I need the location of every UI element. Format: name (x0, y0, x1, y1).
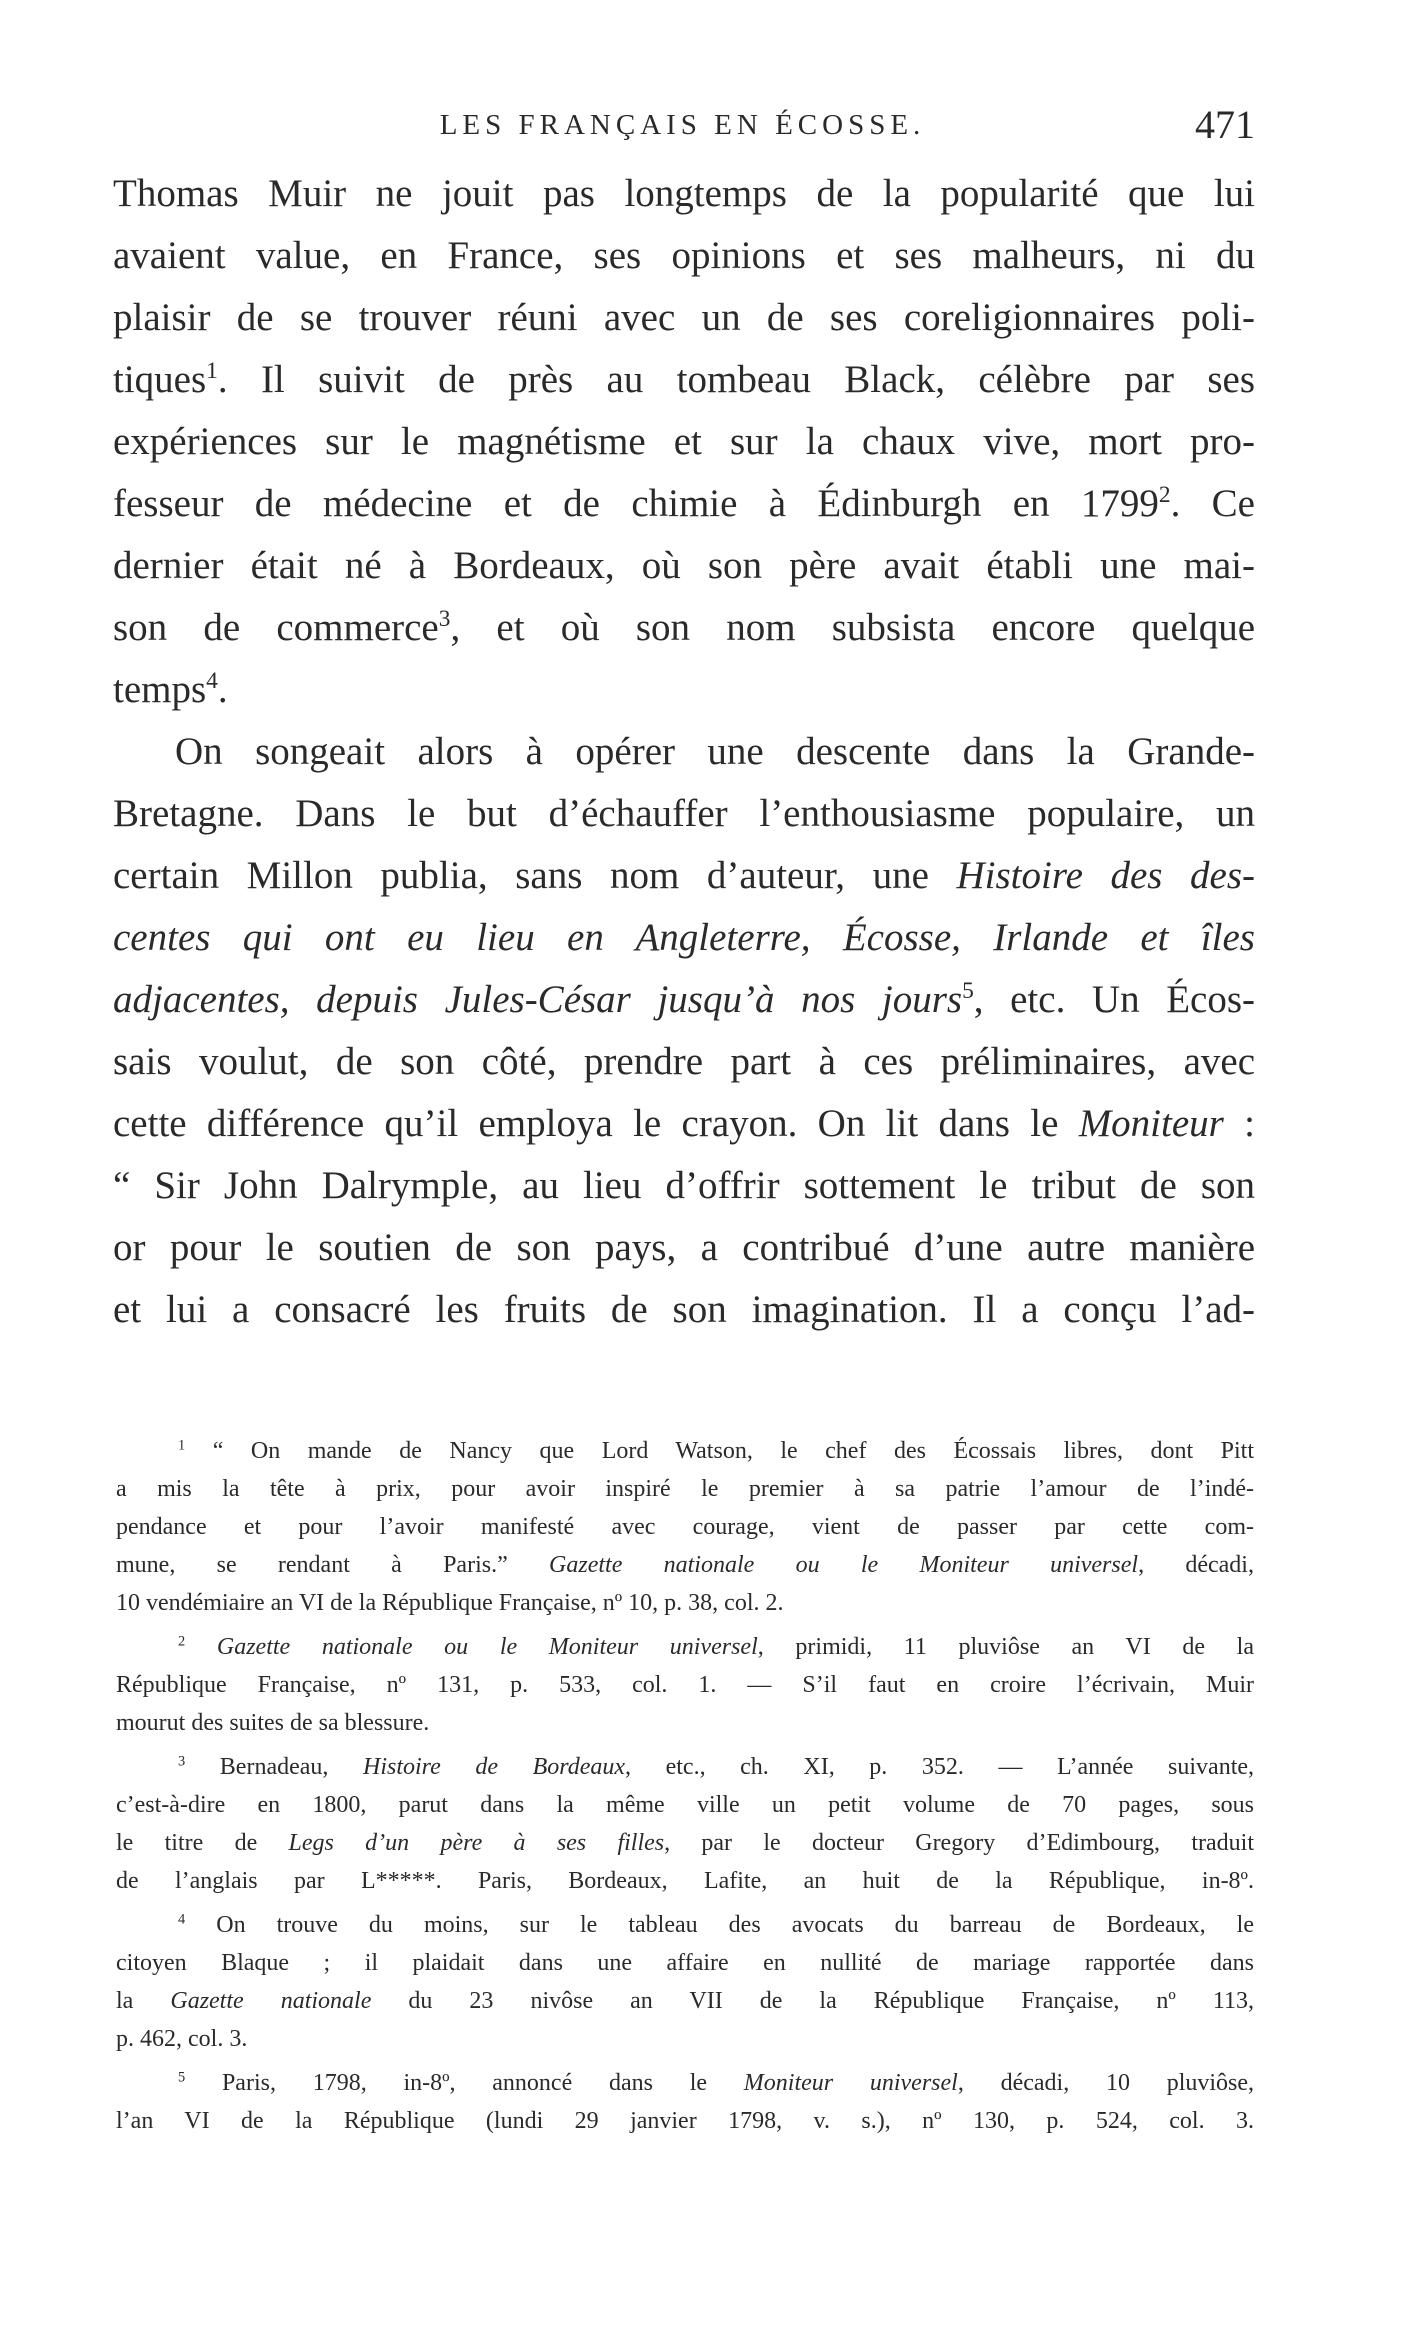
running-title: LES FRANÇAIS EN ÉCOSSE. (439, 109, 926, 141)
text-segment: temps (113, 668, 207, 711)
footnote-marker-4: 4 (178, 1911, 186, 1928)
book-title: adjacentes, depuis Jules-César jusqu’à nos jours (113, 978, 963, 1021)
footnote-3-line (116, 1748, 1254, 1786)
footnote-ref-1: 1 (206, 357, 218, 384)
text-segment: Paris, 1798, in-8º, annoncé dans le (221, 2070, 744, 2096)
text-line (113, 597, 1255, 659)
periodical-title: Gazette nationale ou le Moniteur universel (216, 1634, 758, 1660)
text-segment: mune, se rendant à Paris.” (116, 1552, 550, 1578)
footnote-ref-2: 2 (1158, 481, 1171, 508)
book-title: Histoire de Bordeaux (363, 1754, 626, 1780)
text-line: Thomas Muir ne jouit pas longtemps de la popularité que lui (113, 172, 1255, 215)
text-line (113, 473, 1255, 535)
text-line: dernier était né à Bordeaux, où son père avait établi une mai- (113, 544, 1255, 587)
footnote-1-line: a mis la tête à prix, pour avoir inspiré le premier à sa patrie l’amour de l’indé- (116, 1476, 1254, 1502)
footnote-5-line (116, 2064, 1254, 2102)
text-line (113, 907, 1255, 969)
text-segment: “ On mande de Nancy que Lord Watson, le chef des Écossais libres, dont Pitt (212, 1438, 1255, 1464)
text-segment: Bernadeau, (219, 1754, 363, 1780)
footnote-ref-4: 4 (206, 667, 218, 694)
text-segment: : (1223, 1102, 1255, 1145)
footnote-2-line: République Française, nº 131, p. 533, col. 1. — S’il faut en croire l’écrivain, Muir (116, 1672, 1254, 1698)
footnote-4-line (116, 1906, 1254, 1944)
text-segment: , etc. Un Écos- (973, 978, 1256, 1021)
text-line: Bretagne. Dans le but d’échauffer l’enthousiasme populaire, un (113, 792, 1255, 835)
text-line (113, 969, 1255, 1031)
text-line (113, 349, 1255, 411)
text-segment: son de commerce (113, 606, 439, 649)
book-title: Histoire des des- (956, 854, 1255, 897)
page-number: 471 (1195, 102, 1255, 147)
text-line: et lui a consacré les fruits de son imagination. Il a conçu l’ad- (113, 1288, 1255, 1331)
text-segment: , par le docteur Gregory d’Edimbourg, traduit (664, 1830, 1254, 1856)
text-line: or pour le soutien de son pays, a contribué d’une autre manière (113, 1226, 1255, 1269)
book-title: Legs d’un père à ses filles (288, 1830, 665, 1856)
footnote-4-line (116, 1982, 1254, 2020)
text-segment: . Ce (1170, 482, 1255, 525)
text-segment: , primidi, 11 pluviôse an VI de la (757, 1634, 1255, 1660)
footnote-1-line (116, 1432, 1254, 1470)
footnote-1-line: 10 vendémiaire an VI de la République Française, nº 10, p. 38, col. 2. (116, 1590, 784, 1616)
text-segment: du 23 nivôse an VII de la République Française, nº 113, (371, 1988, 1255, 2014)
footnote-3-line: c’est-à-dire en 1800, parut dans la même ville un petit volume de 70 pages, sous (116, 1792, 1254, 1818)
footnote-marker-5: 5 (178, 2069, 186, 2086)
text-segment: . Il suivit de près au tombeau Black, célèbre par ses (217, 358, 1255, 401)
footnote-ref-3: 3 (438, 605, 451, 632)
footnote-3-line (116, 1824, 1254, 1862)
footnote-1-line (116, 1546, 1254, 1584)
text-line: “ Sir John Dalrymple, au lieu d’offrir sottement le tribut de son (113, 1164, 1255, 1207)
book-title: centes qui ont eu lieu en Angleterre, Écosse, Irlande et îles (113, 916, 1255, 959)
text-segment: , et où son nom subsista encore quelque (450, 606, 1255, 649)
footnote-5-line: l’an VI de la République (lundi 29 janvier 1798, v. s.), nº 130, p. 524, col. 3. (116, 2108, 1254, 2134)
footnote-4-line: citoyen Blaque ; il plaidait dans une affaire en nullité de mariage rapportée dans (116, 1950, 1254, 1976)
text-segment: cette différence qu’il employa le crayon. On lit dans le (113, 1102, 1079, 1145)
footnote-ref-5: 5 (962, 977, 974, 1004)
footnote-2-line (116, 1628, 1254, 1666)
footnote-marker-3: 3 (178, 1753, 186, 1770)
text-line (113, 1093, 1255, 1155)
text-segment: fesseur de médecine et de chimie à Édinburgh en 1799 (113, 482, 1159, 525)
periodical-title: Gazette nationale (170, 1988, 372, 2014)
text-segment: certain Millon publia, sans nom d’auteur, une (113, 854, 957, 897)
text-line (113, 659, 1255, 721)
text-segment: tiques (113, 358, 207, 401)
periodical-title: Moniteur (1078, 1102, 1224, 1145)
text-segment: , décadi, (1138, 1552, 1254, 1578)
main-text (113, 163, 1255, 1341)
running-head (110, 100, 1255, 150)
footnote-marker-2: 2 (178, 1633, 186, 1650)
footnote-4-line: p. 462, col. 3. (116, 2026, 248, 2052)
text-line: expériences sur le magnétisme et sur la chaux vive, mort pro- (113, 420, 1255, 463)
text-segment: . (217, 668, 228, 711)
footnote-marker-1: 1 (178, 1437, 186, 1454)
periodical-title: Moniteur universel (743, 2070, 958, 2096)
text-segment: le titre de (116, 1830, 289, 1856)
footnote-1-line: pendance et pour l’avoir manifesté avec courage, vient de passer par cette com- (116, 1514, 1254, 1540)
text-segment: , etc., ch. XI, p. 352. — L’année suivante, (625, 1754, 1255, 1780)
text-segment: , décadi, 10 pluviôse, (957, 2070, 1255, 2096)
footnote-2-line: mourut des suites de sa blessure. (116, 1710, 430, 1736)
text-line: avaient value, en France, ses opinions et ses malheurs, ni du (113, 234, 1255, 277)
text-line (113, 845, 1255, 907)
text-segment: On trouve du moins, sur le tableau des avocats du barreau de Bordeaux, le (216, 1912, 1254, 1938)
periodical-title: Gazette nationale ou le Moniteur universel (549, 1552, 1139, 1578)
footnotes (116, 1432, 1254, 2140)
text-line: plaisir de se trouver réuni avec un de ses coreligionnaires poli- (113, 296, 1255, 339)
text-segment: la (116, 1988, 171, 2014)
footnote-3-line: de l’anglais par L*****. Paris, Bordeaux, Lafite, an huit de la République, in-8º. (116, 1868, 1254, 1894)
text-line: sais voulut, de son côté, prendre part à ces préliminaires, avec (113, 1040, 1255, 1083)
text-line: On songeait alors à opérer une descente dans la Grande- (175, 730, 1255, 773)
